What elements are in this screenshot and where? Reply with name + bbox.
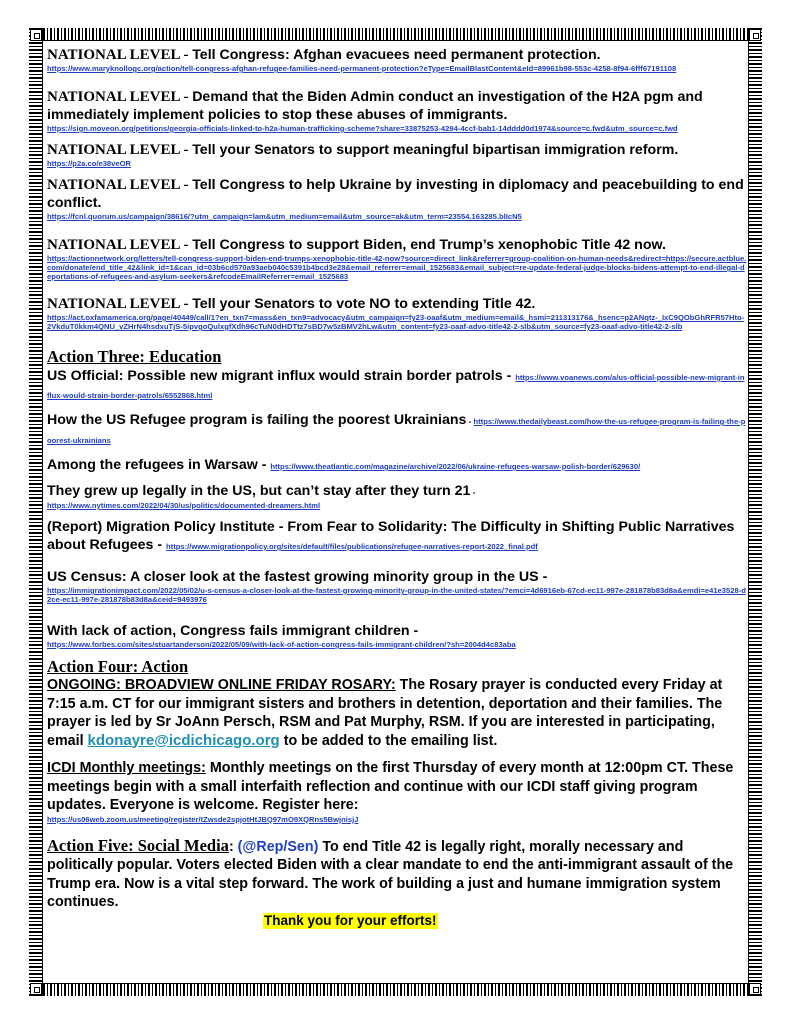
action-link[interactable]: https://www.maryknollogc.org/action/tell-congress-afghan-refugee-families-need-permanent-protection?eType=EmailBlastContent&eId=89961b98-553c-4258-8f94-6fff67191108 <box>47 64 677 73</box>
icdi-label: ICDI Monthly meetings: <box>47 760 206 776</box>
rosary-paragraph <box>47 676 747 750</box>
action-link[interactable]: https://p2a.co/e38veOR <box>47 159 131 168</box>
icdi-text: Monthly meetings on the first Thursday of every month at 12:00pm CT. These meetings begin with a small interfaith reflection and continue with our ICDI staff giving program updates. Everyone is welcome. Register here: <box>47 760 734 813</box>
action-link[interactable]: https://act.oxfamamerica.org/page/40449/call/1?en_txn7=mass&en_txn9=advocacy&utm_campaign=fy23-oaaf&utm_medium=email&_hsmi=211313176&_hsenc=p2ANqtz-_IxC9QObGhRFR57Hto-2VkduT0kkm4QNU_vZHrN4hsdxuTjS-5ipvgoQulxgfXdh96cTuN0dHDTtz7sBD7w5zBMV2hLw&utm_content=fy23-oaaf-advo-title42-2-slb&utm_source=fy23-oaaf-advo-title42-2-slb <box>47 313 745 331</box>
national-level-label: NATIONAL LEVEL <box>47 142 180 158</box>
national-level-label: NATIONAL LEVEL <box>47 47 180 63</box>
action-title: Tell your Senators to vote NO to extending Title 42. <box>192 296 536 312</box>
article-link[interactable]: https://www.thedailybeast.com/how-the-us-refugee-program-is-failing-the-poorest-ukrainians <box>47 417 746 445</box>
page-content <box>47 44 747 930</box>
action-link[interactable]: https://sign.moveon.org/petitions/georgia-officials-linked-to-h2a-human-trafficking-scheme?share=33875253-4294-4ccf-bab1-14dddd0d1974&source=c.fwd&utm_source=c.fwd <box>47 124 678 133</box>
national-item: NATIONAL LEVEL - Tell your Senators to support meaningful bipartisan immigration reform. https://p2a.co/e38veOR <box>47 141 747 168</box>
national-level-label: NATIONAL LEVEL <box>47 296 180 312</box>
national-item: NATIONAL LEVEL - Tell Congress to help Ukraine by investing in diplomacy and peacebuilding to end conflict. https://fcnl.quorum.us/campaign/38616/?utm_campaign=lam&utm_medium=email&utm_source=ak&utm_term=23554.163285.blIcN5 <box>47 176 747 221</box>
article-link[interactable]: https://immigrationimpact.com/2022/05/02/u-s-census-a-closer-look-at-the-fastest-growing-minority-group-in-the-united-states/?emci=4d6916eb-67cd-ec11-997e-281878b83d8a&emdi=e41e3528-d2ce-ec11-997e-281878b83d8a&ceid=9493976 <box>47 586 746 604</box>
education-item: (Report) Migration Policy Institute - From Fear to Solidarity: The Difficulty in Shifting Public Narratives about Refugees - https://www.migrationpolicy.org/sites/default/files/publications/refugee-narratives-report-2022_final.pdf <box>47 519 735 553</box>
article-title: How the US Refugee program is failing the poorest Ukrainians <box>47 412 467 428</box>
article-title: Among the refugees in Warsaw <box>47 457 258 473</box>
thanks-banner: Thank you for your efforts! <box>264 912 437 928</box>
education-item: US Official: Possible new migrant influx would strain border patrols - https://www.voanews.com/a/us-official-possible-new-migrant-influx-would-strain-border-patrols/6552868.html <box>47 368 745 400</box>
action-title: Tell Congress: Afghan evacuees need permanent protection. <box>192 47 601 63</box>
article-link[interactable]: https://www.theatlantic.com/magazine/archive/2022/06/ukraine-refugees-warsaw-polish-border/629630/ <box>270 462 641 471</box>
education-item: US Census: A closer look at the fastest growing minority group in the US - https://immigrationimpact.com/2022/05/02/u-s-census-a-closer-look-at-the-fastest-growing-minority-group-in-the-united-states/?emci=4d6916eb-67cd-ec11-997e-281878b83d8a&emdi=e41e3528-d2ce-ec11-997e-281878b83d8a&ceid=9493976 <box>47 569 746 604</box>
national-item: NATIONAL LEVEL - Demand that the Biden Admin conduct an investigation of the H2A pgm and immediately implement policies to stop these abuses of immigrants. https://sign.moveon.org/petitions/georgia-officials-linked-to-h2a-human-trafficking-scheme?share=33875253-4294-4ccf-bab1-14dddd0d1974&source=c.fwd&utm_source=c.fwd <box>47 88 747 133</box>
article-link[interactable]: https://www.migrationpolicy.org/sites/default/files/publications/refugee-narratives-report-2022_final.pdf <box>166 542 538 551</box>
border-bottom <box>29 983 762 996</box>
article-title: They grew up legally in the US, but can’t stay after they turn 21 <box>47 483 471 499</box>
rep-sen-handle: (@Rep/Sen) <box>237 838 319 855</box>
national-item: NATIONAL LEVEL - Tell Congress: Afghan evacuees need permanent protection. https://www.maryknollogc.org/action/tell-congress-afghan-refugee-families-need-permanent-protection?eType=EmailBlastContent&eId=89961b98-553c-4258-8f94-6fff67191108 <box>47 46 747 73</box>
section-heading-action: Action Four: Action <box>47 657 189 676</box>
action-title: Tell Congress to support Biden, end Trump’s xenophobic Title 42 now. <box>192 237 666 253</box>
section-heading-social-media: Action Five: Social Media <box>47 835 229 855</box>
rosary-text: The Rosary prayer is conducted every Friday at 7:15 a.m. CT for our immigrant sisters and brothers in detention, deportation and their families. The prayer is led by Sr JoAnn Persch, RSM and Pat Murphy, RSM. If you are interested in participating, email <box>47 677 723 749</box>
social-media-text: To end Title 42 is legally right, morally necessary and politically popular. Voters elected Biden with a clear mandate to end the anti-immigrant assault of the Trump era. Now is a vital step forward. The work of building a just and humane immigration system continues. <box>47 838 734 910</box>
email-link[interactable]: kdonayre@icdichicago.org <box>87 731 280 749</box>
education-item: They grew up legally in the US, but can’t stay after they turn 21 - https://www.nytimes.com/2022/04/30/us/politics/documented-dreamers.html <box>47 482 747 510</box>
border-right <box>748 28 762 996</box>
action-link[interactable]: https://fcnl.quorum.us/campaign/38616/?utm_campaign=lam&utm_medium=email&utm_source=ak&utm_term=23554.163285.blIcN5 <box>47 212 522 221</box>
border-corner <box>30 29 42 41</box>
national-level-label: NATIONAL LEVEL <box>47 89 180 105</box>
border-corner <box>749 29 761 41</box>
article-link[interactable]: https://www.forbes.com/sites/stuartanderson/2022/05/09/with-lack-of-action-congress-fails-immigrant-children/?sh=2004d4c83aba <box>47 640 516 649</box>
national-level-label: NATIONAL LEVEL <box>47 237 180 253</box>
article-title: US Official: Possible new migrant influx would strain border patrols <box>47 368 503 384</box>
section-heading-education: Action Three: Education <box>47 347 222 366</box>
national-item: NATIONAL LEVEL - Tell your Senators to vote NO to extending Title 42. https://act.oxfamamerica.org/page/40449/call/1?en_txn7=mass&en_txn9=advocacy&utm_campaign=fy23-oaaf&utm_medium=email&_hsmi=211313176&_hsenc=p2ANqtz-_IxC9QObGhRFR57Hto-2VkduT0kkm4QNU_vZHrN4hsdxuTjS-5ipvgoQulxgfXdh96cTuN0dHDTtz7sBD7w5zBMV2hLw&utm_content=fy23-oaaf-advo-title42-2-slb&utm_source=fy23-oaaf-advo-title42-2-slb <box>47 295 747 331</box>
border-corner <box>30 983 42 995</box>
thanks-row <box>47 912 747 930</box>
education-item: Among the refugees in Warsaw - https://www.theatlantic.com/magazine/archive/2022/06/ukraine-refugees-warsaw-polish-border/629630/ <box>47 457 641 473</box>
icdi-paragraph <box>47 759 747 824</box>
border-left <box>29 28 43 996</box>
action-title: Tell Congress to help Ukraine by investing in diplomacy and peacebuilding to end conflict. <box>47 177 744 211</box>
education-item: With lack of action, Congress fails immigrant children - https://www.forbes.com/sites/stuartanderson/2022/05/09/with-lack-of-action-congress-fails-immigrant-children/?sh=2004d4c83aba <box>47 622 747 649</box>
border-top <box>29 28 762 41</box>
article-title: US Census: A closer look at the fastest growing minority group in the US <box>47 569 539 585</box>
article-title: With lack of action, Congress fails immigrant children <box>47 623 410 639</box>
action-title: Tell your Senators to support meaningful bipartisan immigration reform. <box>192 142 679 158</box>
article-link[interactable]: https://www.nytimes.com/2022/04/30/us/politics/documented-dreamers.html <box>47 501 321 510</box>
rosary-tail: to be added to the emailing list. <box>279 732 498 749</box>
zoom-register-link[interactable]: https://us06web.zoom.us/meeting/register/tZwsde2spjotHtJBQ97mO9XQRns5BwjnisjJ <box>47 814 359 824</box>
border-corner <box>749 983 761 995</box>
action-title: Demand that the Biden Admin conduct an investigation of the H2A pgm and immediately implement policies to stop these abuses of immigrants. <box>47 89 703 123</box>
action-link[interactable]: https://actionnetwork.org/letters/tell-congress-support-biden-end-trumps-xenophobic-title-42-now?source=direct_link&referrer=group-coalition-on-human-needs&redirect=https://secure.actblue.com/donate/end_title_42&link_id=1&can_id=03b6cd570a93aeb040c5391b4bcd3e28&email_referrer=email_1525683&email_subject=re-update-federal-judge-blocks-bidens-attempt-to-end-illegal-deportations-of-refugees-and-asylum-seekers&refcodeEmailReferrer=email_1525683 <box>47 254 747 281</box>
article-link[interactable]: https://www.voanews.com/a/us-official-possible-new-migrant-influx-would-strain-border-patrols/6552868.html <box>47 373 745 400</box>
national-item: NATIONAL LEVEL - Tell Congress to support Biden, end Trump’s xenophobic Title 42 now. https://actionnetwork.org/letters/tell-congress-support-biden-end-trumps-xenophobic-title-42-now?source=direct_link&referrer=group-coalition-on-human-needs&redirect=https://secure.actblue.com/donate/end_title_42&link_id=1&can_id=03b6cd570a93aeb040c5391b4bcd3e28&email_referrer=email_1525683&email_subject=re-update-federal-judge-blocks-bidens-attempt-to-end-illegal-deportations-of-refugees-and-asylum-seekers&refcodeEmailReferrer=email_1525683 <box>47 237 747 281</box>
article-title: (Report) Migration Policy Institute - From Fear to Solidarity: The Difficulty in Shifting Public Narratives about Refugees <box>47 519 735 553</box>
national-level-label: NATIONAL LEVEL <box>47 177 180 193</box>
rosary-label: ONGOING: BROADVIEW ONLINE FRIDAY ROSARY: <box>47 677 396 693</box>
social-media-paragraph: Action Five: Social Media: (@Rep/Sen) To end Title 42 is legally right, morally necessary and politically popular. Voters elected Biden with a clear mandate to end the anti-immigrant assault of the Trump era. Now is a vital step forward. The work of building a just and humane immigration system continues. <box>47 835 734 910</box>
education-item: How the US Refugee program is failing the poorest Ukrainians - https://www.thedailybeast.com/how-the-us-refugee-program-is-failing-the-poorest-ukrainians <box>47 412 746 445</box>
